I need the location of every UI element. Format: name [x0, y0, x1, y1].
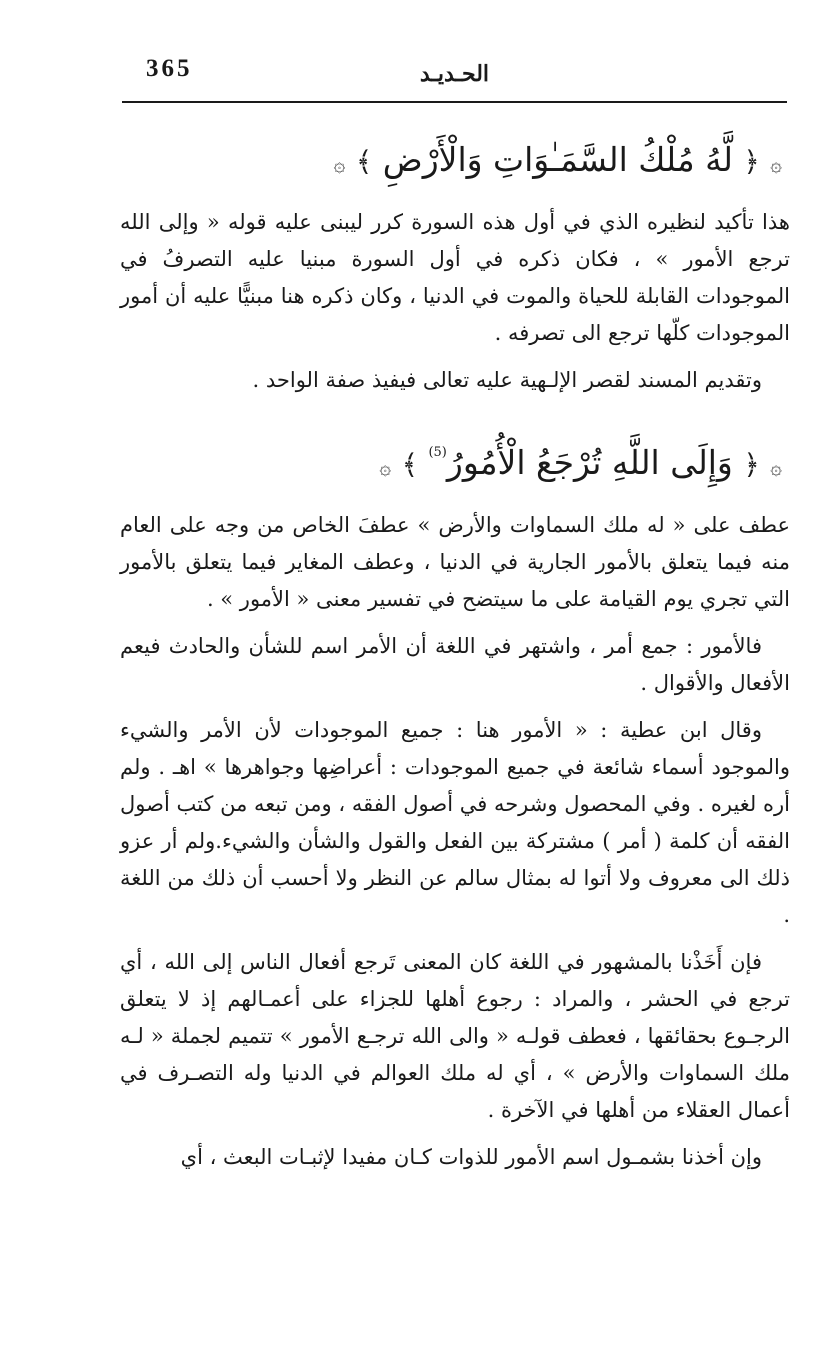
page-content [120, 120, 790, 1176]
paragraph: وإن أخذنا بشمـول اسم الأمور للذوات كـان مفيدا لإثبـات البعث ، أي [180, 1145, 762, 1169]
paragraph: هذا تأكيد لنظيره الذي في أول هذه السورة كرر ليبنى عليه قوله « وإلى الله ترجع الأمور » ، فكان ذكره في أول السورة مبنيا عليه التصرفُ في الموجودات القابلة للحياة والموت في الدنيا ، وكان ذكره هنا مبنيًّا عليه أن أمور الموجودات كلّها ترجع الى تصرفه . [120, 210, 790, 345]
quran-verse-heading-1 [120, 120, 790, 204]
verse-text: وَإِلَى اللَّهِ تُرْجَعُ الْأُمُورُ [446, 443, 733, 482]
verse-text: لَّهُ مُلْكُ السَّمَـٰوَاتِ وَالْأَرْضِ [382, 140, 733, 179]
paragraph: فالأمور : جمع أمر ، واشتهر في اللغة أن الأمر اسم للشأن والحادث فيعم الأفعال والأقوال . [120, 634, 790, 695]
header-divider [122, 101, 787, 103]
verse-close-bracket: ﴾ [401, 448, 418, 481]
verse-rosette-icon: ۞ [770, 152, 782, 176]
verse-close-bracket: ﴾ [355, 145, 373, 178]
paragraph: فإن أَخَذْنا بالمشهور في اللغة كان المعنى تَرجع أفعال الناس إلى الله ، أي ترجع في الحشر ، والمراد : رجوع أهلها للجزاء على أعمـالهم إذ لا يتعلق الرجـوع بحقائقها ، فعطف قولـه « والى الله ترجـع الأمور » تتميم لجملة « لـه ملك السماوات والأرض » ، أي له ملك العوالم في الدنيا وله التصـرف في أعمال العقلاء من أهلها في الآخرة . [120, 950, 790, 1122]
verse-rosette-icon: ۞ [379, 455, 392, 479]
page-header [122, 55, 787, 101]
verse-rosette-icon: ۞ [770, 455, 782, 479]
verse-open-bracket: ﴿ [743, 145, 760, 178]
footnote-reference: (5) [428, 445, 447, 460]
verse-rosette-icon: ۞ [333, 152, 346, 176]
verse-open-bracket: ﴿ [743, 448, 760, 481]
running-title: الحـديـد [419, 61, 490, 87]
paragraph: وقال ابن عطية : « الأمور هنا : جميع الموجودات لأن الأمر والشيء والموجود أسماء شائعة في جميع الموجودات : أعراضِها وجواهرها » اهـ . ولم أره لغيره . وفي المحصول وشرحه في أصول الفقه ، ومن تبعه من كتب أصول الفقه أن كلمة ( أمر ) مشتركة بين الفعل والقول والشأن والشيء.ولم أر عزو ذلك الى معروف ولا أتوا له بمثال سالم عن النظر ولا أحسب أن ذلك من اللغة . [120, 718, 790, 927]
paragraph: وتقديم المسند لقصر الإلـهية عليه تعالى فيفيذ صفة الواحد . [252, 368, 762, 392]
quran-verse-heading-2 [120, 413, 790, 507]
page-number: 365 [146, 55, 193, 82]
paragraph: عطف على « له ملك السماوات والأرض » عطفَ الخاص من وجه على العام منه فيما يتعلق بالأمور الجارية في الدنيا ، وعطف المغاير فيما يتعلق بالأمور التي تجري يوم القيامة على ما سيتضح في تفسير معنى « الأمور » . [120, 513, 790, 611]
